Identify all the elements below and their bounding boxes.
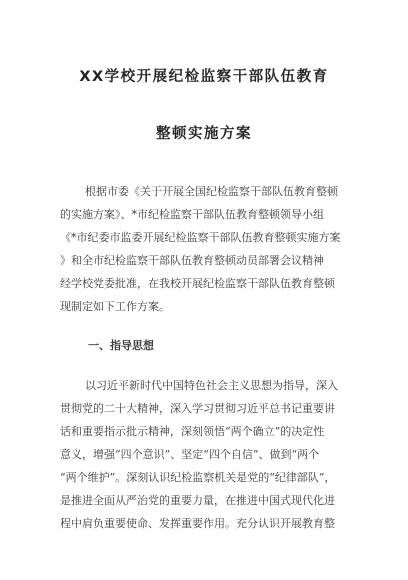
paragraph-line: 经学校党委批准，在我校开展纪检监察干部队伍教育整顿 bbox=[60, 277, 335, 290]
paragraph-line: 以习近平新时代中国特色社会主义思想为指导，深入 bbox=[85, 379, 338, 392]
paragraph-line: 话和重要指示批示精神，深刻领悟“两个确立”的决定性 bbox=[60, 425, 325, 438]
intro-paragraph bbox=[60, 180, 352, 318]
paragraph-line: 是推进全面从严治党的重要力量，在推进中国式现代化进 bbox=[60, 494, 335, 507]
guiding-ideology-paragraph bbox=[60, 374, 352, 535]
paragraph-line: 根据市委《关于开展全国纪检监察干部队伍教育整顿 bbox=[85, 185, 338, 198]
paragraph-line: 的实施方案》、*市纪检监察干部队伍教育整顿领导小组 bbox=[60, 208, 324, 221]
document-title-line-2: 整顿实施方案 bbox=[156, 126, 252, 142]
paragraph-line: 程中肩负重要使命、发挥重要作用。充分认识开展教育整 bbox=[60, 517, 335, 530]
document-title-line-1: XX学校开展纪检监察干部队伍教育 bbox=[79, 69, 329, 85]
paragraph-line: 》和全市纪检监察干部队伍教育整顿动员部署会议精神 bbox=[60, 254, 324, 267]
paragraph-line: 《*市纪委市监委开展纪检监察干部队伍教育整顿实施方案 bbox=[60, 231, 341, 244]
paragraph-line: 意义，增强“四个意识”、坚定“四个自信”、做到“两个 bbox=[60, 448, 320, 461]
paragraph-line: 贯彻党的二十大精神，深入学习贯彻习近平总书记重要讲 bbox=[60, 402, 335, 415]
paragraph-line: “两个维护”。深刻认识纪检监察机关是党的“纪律部队”， bbox=[60, 471, 336, 484]
section-heading: 一、指导思想 bbox=[88, 339, 154, 352]
paragraph-line: 现制定如下工作方案。 bbox=[60, 300, 170, 313]
